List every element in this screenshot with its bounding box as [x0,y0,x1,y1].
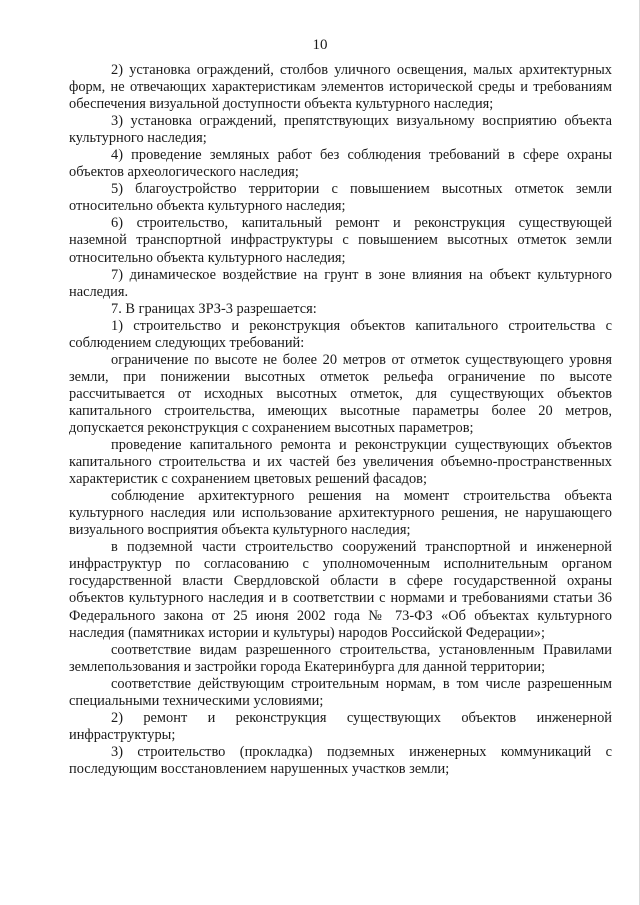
paragraph-item-2-engineering-repair: 2) ремонт и реконструкция существующих объектов инженерной инфраструктуры; [69,709,612,743]
paragraph-item-7-dynamic-impact: 7) динамическое воздействие на грунт в зоне влияния на объект культурного наследия. [69,266,612,300]
document-body [69,62,612,778]
paragraph-capital-repair: проведение капитального ремонта и реконструкции существующих объектов капитального строительства и их частей без увеличения объемно-пространственных характеристик с сохранением цветовых решений фасадов; [69,437,612,488]
page-number: 10 [312,37,328,53]
paragraph-item-6-transport: 6) строительство, капитальный ремонт и реконструкция существующей наземной транспортной инфраструктуры с повышением высотных отметок земли относительно объекта культурного наследия; [69,215,612,266]
paragraph-item-3-fences-visual: 3) установка ограждений, препятствующих визуальному восприятию объекта культурного наследия; [69,113,612,147]
paragraph-item-4-earthworks: 4) проведение земляных работ без соблюдения требований в сфере охраны объектов археологического наследия; [69,147,612,181]
paragraph-building-norms: соответствие действующим строительным нормам, в том числе разрешенным специальными техническими условиями; [69,675,612,709]
paragraph-underground-construction: в подземной части строительство сооружений транспортной и инженерной инфраструктур по согласованию с уполномоченным исполнительным органом государственной власти Свердловской области в сфере государственной охраны объектов культурного наследия и в соответствии с нормами и требованиями статьи 36 Федерального закона от 25 июня 2002 года № 73-ФЗ «Об объектах культурного наследия (памятниках истории и культуры) народов Российской Федерации»; [69,539,612,641]
paragraph-item-3-underground-utilities: 3) строительство (прокладка) подземных инженерных коммуникаций с последующим восстановлением нарушенных участков земли; [69,743,612,777]
paragraph-item-2-fences-columns: 2) установка ограждений, столбов уличного освещения, малых архитектурных форм, не отвечающих характеристикам элементов исторической среды и требованиям обеспечения визуальной доступности объекта культурного наследия; [69,62,612,113]
section-heading-7-zrz3: 7. В границах ЗРЗ-3 разрешается: [111,300,317,317]
paragraph-height-limit: ограничение по высоте не более 20 метров от отметок существующего уровня земли, при понижении высотных отметок рельефа ограничение по высоте рассчитывается от исходных высотных отметок, для существующих объектов капитального строительства, имеющих высотные параметры более 20 метров, допускается реконструкция с сохранением высотных параметров; [69,351,612,436]
paragraph-item-5-landscaping: 5) благоустройство территории с повышением высотных отметок земли относительно объекта культурного наследия; [69,181,612,215]
paragraph-architectural-solution: соблюдение архитектурного решения на момент строительства объекта культурного наследия или использование архитектурного решения, не нарушающего визуального восприятия объекта культурного наследия; [69,488,612,539]
paragraph-item-1-construction: 1) строительство и реконструкция объектов капитального строительства с соблюдением следующих требований: [69,317,612,351]
paragraph-permitted-use: соответствие видам разрешенного строительства, установленным Правилами землепользования и застройки города Екатеринбурга для данной территории; [69,641,612,675]
